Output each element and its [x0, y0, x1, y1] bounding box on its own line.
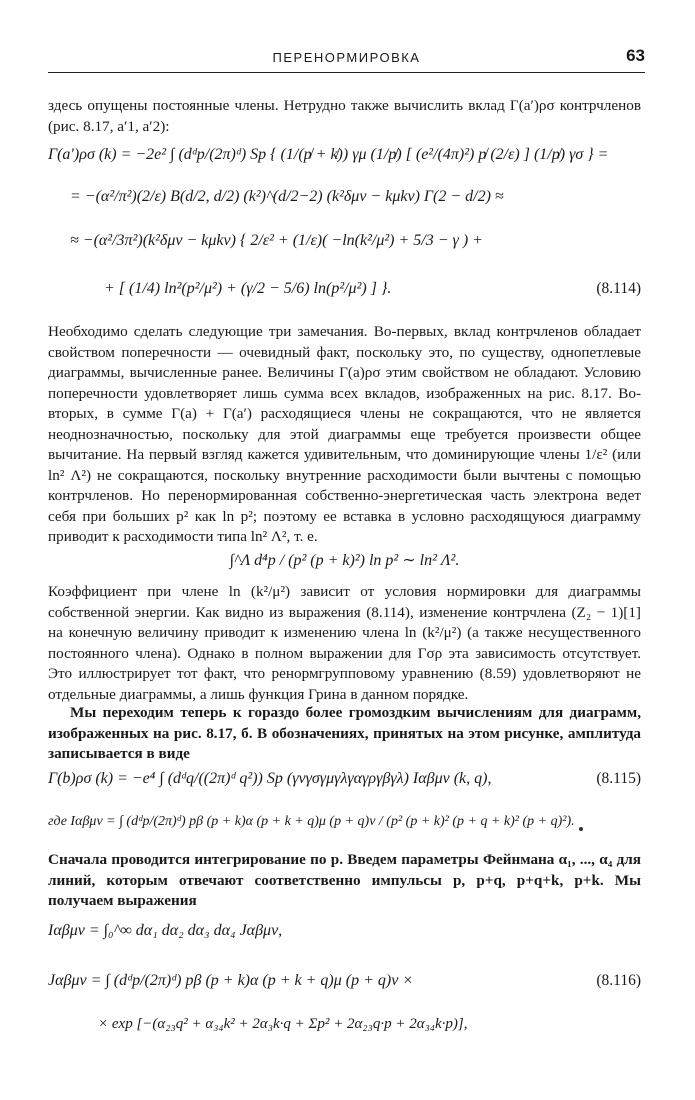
equation-8-114-line-2: = −(α²/π²)(2/ε) B(d/2, d/2) (k²)^(d/2−2) (k²δμν − kμkν) Γ(2 − d/2) ≈	[70, 188, 504, 205]
paragraph-coefficient: Коэффициент при члене ln (k²/μ²) зависит от условия нормировки для диаграммы собственной энергии. Как видно из выражения (8.114), изменение контрчлена (Z₂ − 1)[1] на конечную величину приводит к изменению члена ln (k²/μ²) (а также несущественного постоянного члена). Однако в полном выражении для Γσρ эта зависимость отсутствует. Это иллюстрирует тот факт, что ренормгрупповому уравнению (8.59) удовлетворяют не отдельные диаграммы, а лишь функция Грина в данном порядке.	[48, 583, 641, 703]
page-number: 63	[626, 46, 645, 65]
equation-divergence-integral: ∫^Λ d⁴p / (p² (p + k)²) ln p² ∼ ln² Λ².	[229, 552, 460, 569]
paragraph-feynman: Сначала проводится интегрирование по p. Введем параметры Фейнмана α₁, ..., α₄ для линий, которым отвечают соответственно импульсы p, p+q, p+q+k, p+k. Мы получаем выражения	[48, 851, 641, 909]
equation-number-8-114: (8.114)	[596, 280, 641, 297]
margin-dot	[579, 827, 583, 831]
equation-8-116-line-2: Jαβμν = ∫ (dᵈp/(2π)ᵈ) pβ (p + k)α (p + k + q)μ (p + q)ν × (8.116)	[48, 972, 641, 989]
equation-8-114-line-1: Γ(a′)ρσ (k) = −2e² ∫ (dᵈp/(2π)ᵈ) Sp { (1/(p̸ + k̸)) γμ (1/p̸) [ (e²/(4π)²) p̸ (2/ε) ] (1/p̸) γσ } =	[48, 146, 609, 163]
equation-8-114-line-3: ≈ −(α²/3π²)(k²δμν − kμkν) { 2/ε² + (1/ε)( −ln(k²/μ²) + 5/3 − γ ) +	[70, 232, 483, 249]
paragraph-intro: здесь опущены постоянные члены. Нетрудно также вычислить вклад Γ(a′)ρσ контрчленов (рис. 8.17, a′1, a′2):	[48, 97, 641, 135]
equation-8-114-line-4: + [ (1/4) ln²(p²/μ²) + (γ/2 − 5/6) ln(p²/μ²) ] }. (8.114)	[104, 280, 641, 297]
header-rule	[48, 72, 645, 73]
paragraph-transition: Мы переходим теперь к гораздо более громоздким вычислениям для диаграмм, изображенных на рис. 8.17, б. В обозначениях, принятых на этом рисунке, амплитуда записывается в виде	[48, 704, 641, 762]
equation-8-116-line-1: Iαβμν = ∫₀^∞ dα₁ dα₂ dα₃ dα₄ Jαβμν,	[48, 922, 283, 939]
page-header	[48, 44, 645, 70]
equation-number-8-116: (8.116)	[596, 972, 641, 989]
equation-8-115-where: где Iαβμν = ∫ (dᵈp/(2π)ᵈ) pβ (p + k)α (p + k + q)μ (p + q)ν / (p² (p + k)² (p + q + k)² (p + q)²).	[48, 814, 575, 829]
equation-number-8-115: (8.115)	[596, 770, 641, 787]
equation-8-115: Γ(b)ρσ (k) = −e⁴ ∫ (dᵈq/((2π)ᵈ q²)) Sp (γνγσγμγλγαγργβγλ) Iαβμν (k, q), (8.115)	[48, 770, 641, 787]
paragraph-remarks: Необходимо сделать следующие три замечания. Во-первых, вклад контрчленов обладает свойством поперечности — очевидный факт, поскольку это, по существу, однопетлевые диаграммы, вычисленные ранее. Величины Γ(a)ρσ этим свойством не обладают. Условию поперечности удовлетворяет лишь сумма всех вкладов, изображенных на рис. 8.17. Во-вторых, в сумме Γ(a) + Γ(a′) расходящиеся члены не сокращаются, что не является неоднозначностью, поскольку для этой диаграммы еще требуется произвести общее вычитание. На первый взгляд кажется удивительным, что доминирующие члены 1/ε² (или ln² Λ²) не сокращаются, поскольку внутренние расходимости были вычтены с помощью контрчленов. Но перенормированная собственно-энергетическая часть электрона ведет себя при больших p² как ln p²; поэтому ее вставка в условно расходящуюся диаграмму приводит к расходимости типа ln² Λ², т. е.	[48, 323, 641, 545]
equation-8-116-line-3: × exp [−(α₂₃q² + α₃₄k² + 2α₃k·q + Σp² + 2α₂₃q·p + 2α₃₄k·p)],	[98, 1016, 468, 1032]
running-head: ПЕРЕНОРМИРОВКА	[272, 50, 421, 65]
